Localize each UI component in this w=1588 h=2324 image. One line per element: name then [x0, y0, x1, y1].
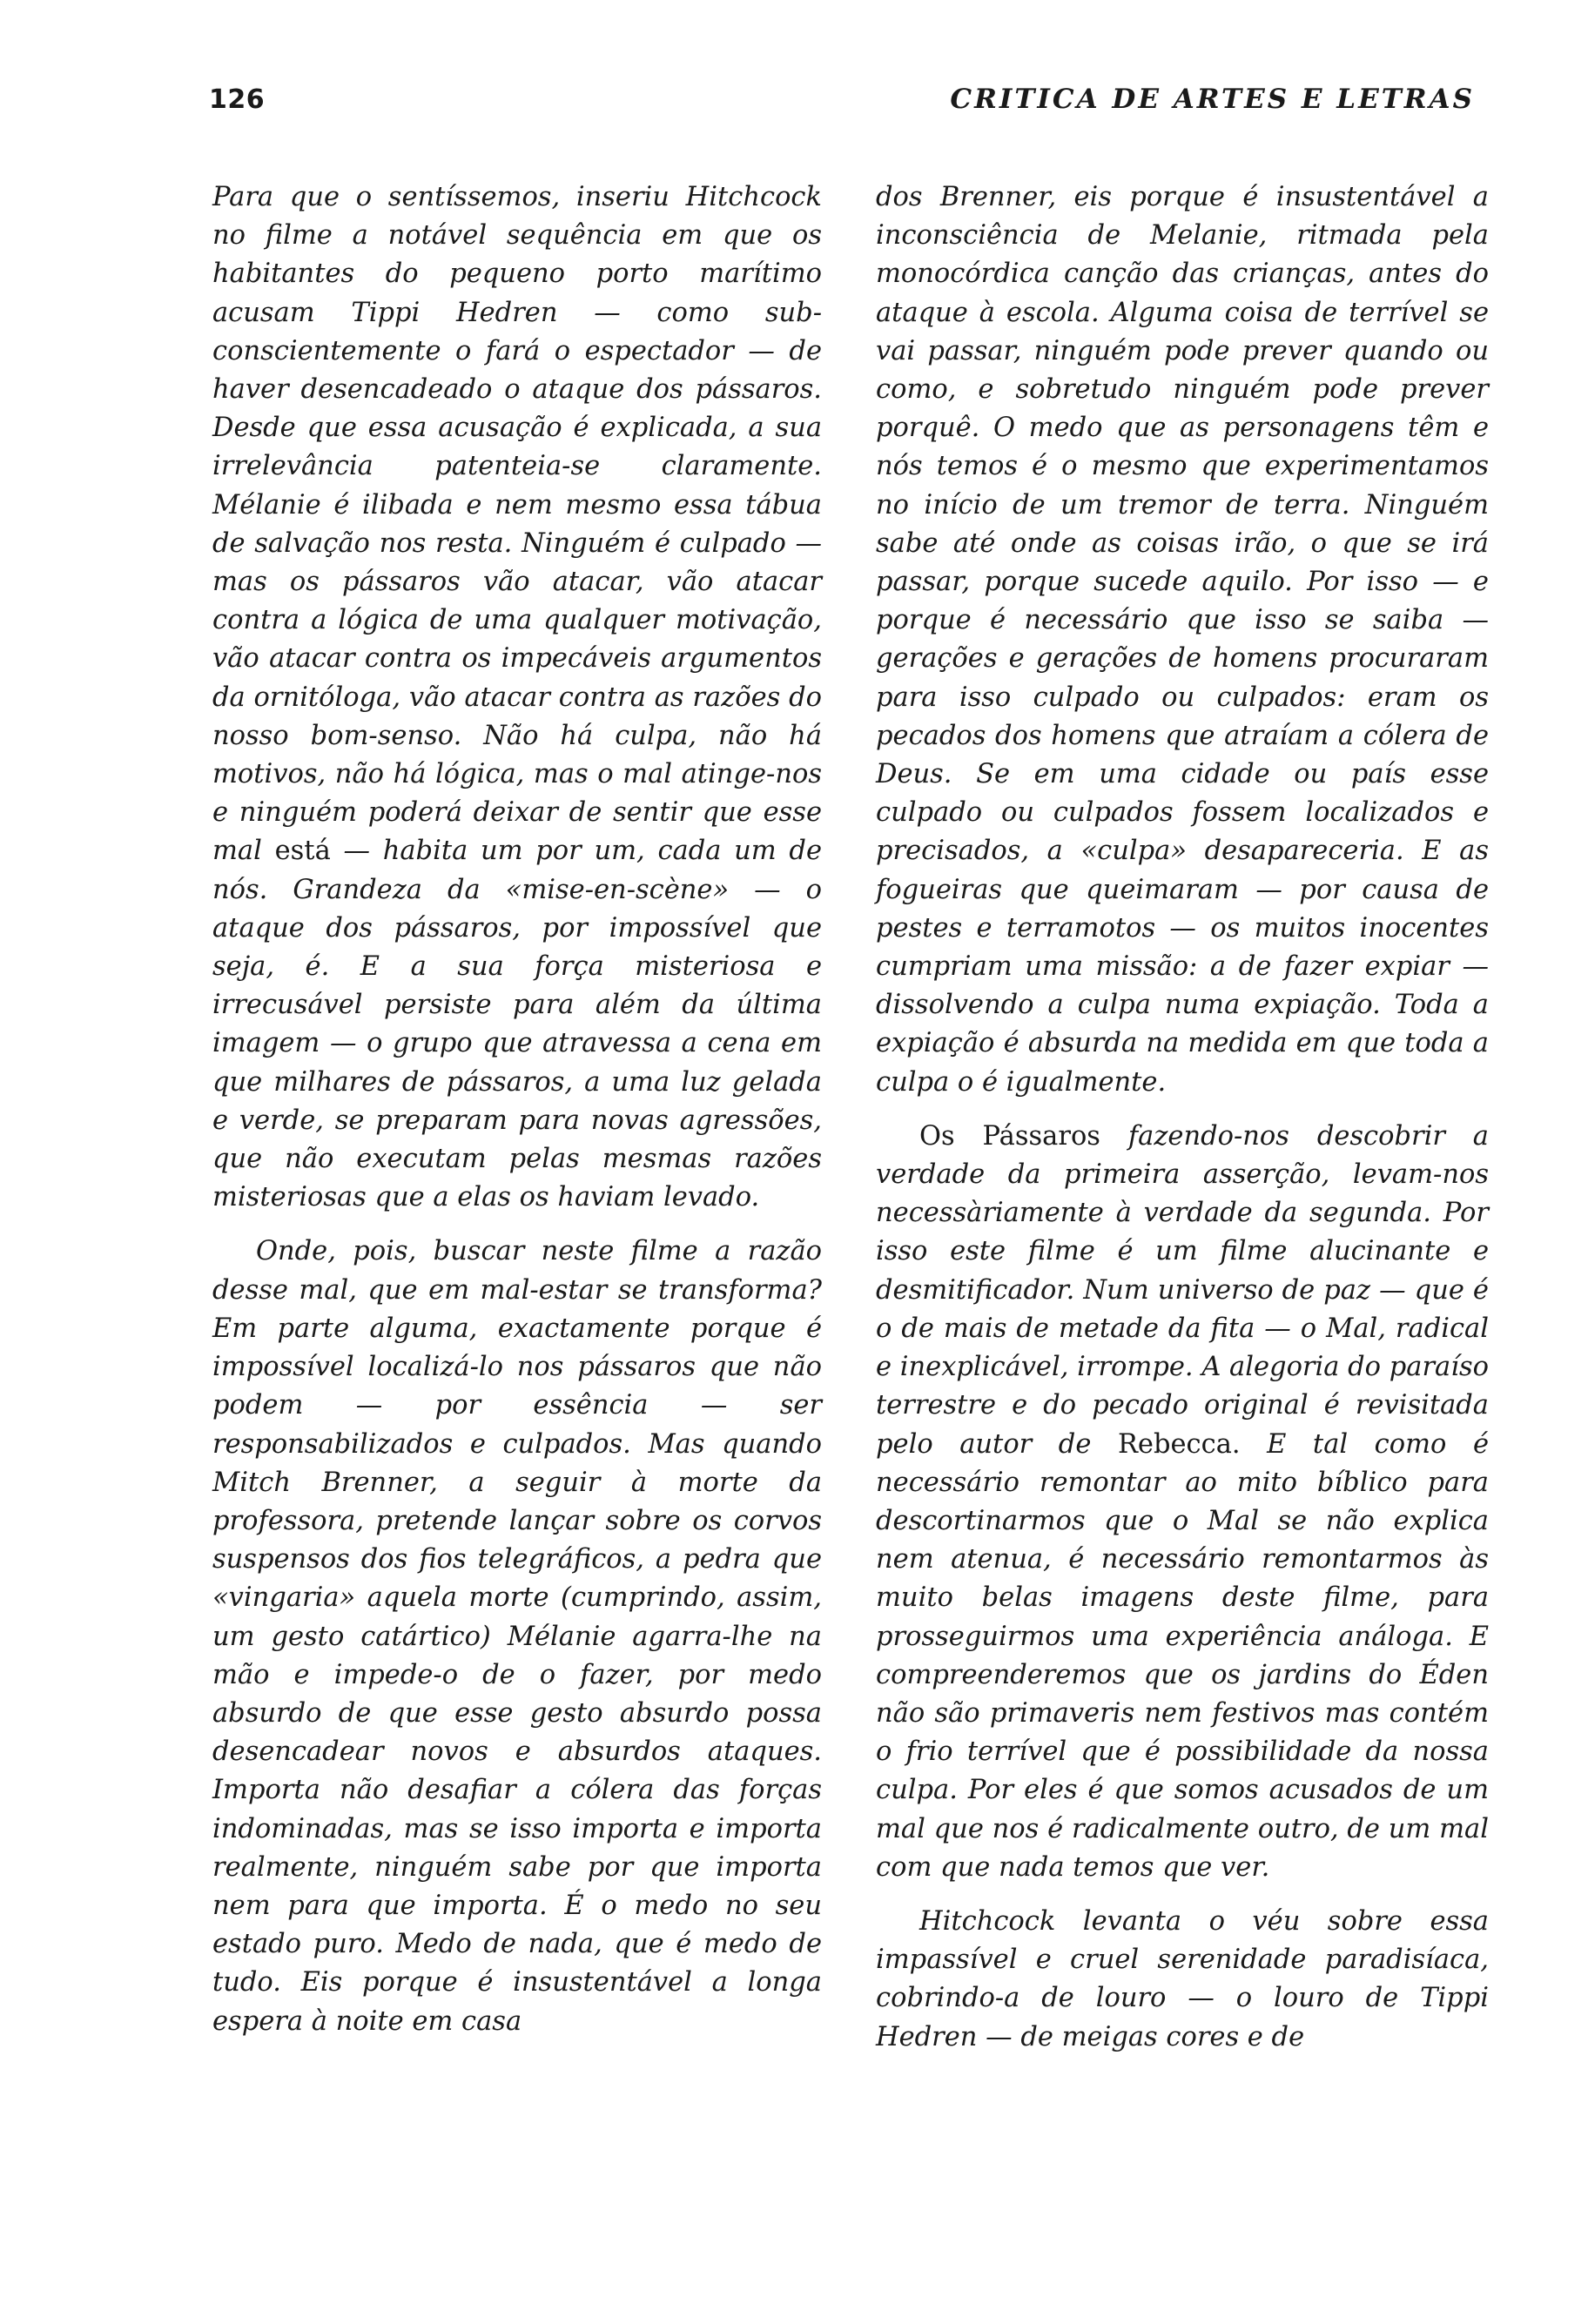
text-column-left: [212, 178, 822, 2041]
running-title: CRITICA DE ARTES E LETRAS: [950, 84, 1475, 115]
paragraph: dos Brenner, eis porque é insustentável a inconsciência de Melanie, ritmada pela monocórdica canção das crianças, antes do ataque à escola. Alguma coisa de terrível se vai passar, ninguém pode prever quando ou como, e sobretudo ninguém pode prever porquê. O medo que as personagens têm e nós temos é o mesmo que experimentamos no início de um tremor de terra. Ninguém sabe até onde as coisas irão, o que se irá passar, porque sucede aquilo. Por isso — e porque é necessário que isso se saiba — gerações e gerações de homens procuraram para isso culpado ou culpados: eram os pecados dos homens que atraíam a cólera de Deus. Se em uma cidade ou país esse culpado ou culpados fossem localizados e precisados, a «culpa» desapareceria. E as fogueiras que queimaram — por causa de pestes e terramotos — os muitos inocentes cumpriam uma missão: a de fazer expiar — dissolvendo a culpa numa expiação. Toda a expiação é absurda na medida em que toda a culpa o é igualmente.: [876, 182, 1489, 1098]
page-number: 126: [209, 84, 266, 115]
film-title: Rebecca.: [1117, 1428, 1241, 1460]
paragraph: Onde, pois, buscar neste filme a razão desse mal, que em mal-estar se transforma? Em parte alguma, exactamente porque é impossível localizá-lo nos pássaros que não podem — por essência — ser responsabilizados e culpados. Mas quando Mitch Brenner, a seguir à morte da professora, pretende lançar sobre os corvos suspensos dos fios telegráficos, a pedra que «vingaria» aquela morte (cumprindo, assim, um gesto catártico) Mélanie agarra-lhe na mão e impede-o de o fazer, por medo absurdo de que esse gesto absurdo possa desencadear novos e absurdos ataques. Importa não desafiar a cólera das forças indominadas, mas se isso importa e importa realmente, ninguém sabe por que importa nem para que importa. É o medo no seu estado puro. Medo de nada, que é medo de tudo. Eis porque é insustentável a longa espera à noite em casa: [212, 1236, 822, 2037]
paragraph: [876, 1118, 1489, 1887]
film-title: Os Pássaros: [919, 1120, 1100, 1152]
paragraph: [212, 178, 822, 1217]
paragraph: Hitchcock levanta o véu sobre essa impassível e cruel serenidade paradisíaca, cobrindo-a de louro — o louro de Tippi Hedren — de meigas cores e de: [876, 1905, 1489, 2052]
paragraph-text: — habita um por um, cada um de nós. Grandeza da «mise-en-scène» — o ataque dos pássaros, por impossível que seja, é. E a sua força misteriosa e irrecusável persiste para além da última imagem — o grupo que atravessa a cena em que milhares de pássaros, a uma luz gelada e verde, se preparam para novas agressões, que não executam pelas mesmas razões misteriosas que a elas os haviam levado.: [212, 836, 822, 1213]
paragraph-text: E tal como é necessário remontar ao mito bíblico para descortinarmos que o Mal se não explica nem atenua, é necessário remontarmos às muito belas imagens deste filme, para prosseguirmos uma experiência análoga. E compreenderemos que os jardins do Éden não são primaveris nem festivos mas contém o frio terrível que é possibilidade da nossa culpa. Por eles é que somos acusados de um mal que nos é radicalmente outro, de um mal com que nada temos que ver.: [876, 1428, 1489, 1883]
upright-word: está: [274, 836, 331, 867]
paragraph-text: Para que o sentíssemos, inseriu Hitchcock no filme a notável sequência em que os habitantes do pequeno porto marítimo acusam Tippi Hedren — como sub-conscientemente o fará o espectador — de haver desencadeado o ataque dos pássaros. Desde que essa acusação é explicada, a sua irrelevância patenteia-se claramente. Mélanie é ilibada e nem mesmo essa tábua de salvação nos resta. Ninguém é culpado — mas os pássaros vão atacar, vão atacar contra a lógica de uma qualquer motivação, vão atacar contra os impecáveis argumentos da ornitóloga, vão atacar contra as razões do nosso bom-senso. Não há culpa, não há motivos, não há lógica, mas o mal atinge-nos e ninguém poderá deixar de sentir que esse mal: [212, 182, 822, 867]
paragraph-text: fazendo-nos descobrir a verdade da primeira asserção, levam-nos necessàriamente à verdade da segunda. Por isso este filme é um filme alucinante e desmitificador. Num universo de paz — que é o de mais de metade da fita — o Mal, radical e inexplicável, irrompe. A alegoria do paraíso terrestre e do pecado original é revisitada pelo autor de: [876, 1120, 1489, 1460]
text-column-right: [876, 178, 1489, 2057]
page-header: [209, 84, 1475, 127]
